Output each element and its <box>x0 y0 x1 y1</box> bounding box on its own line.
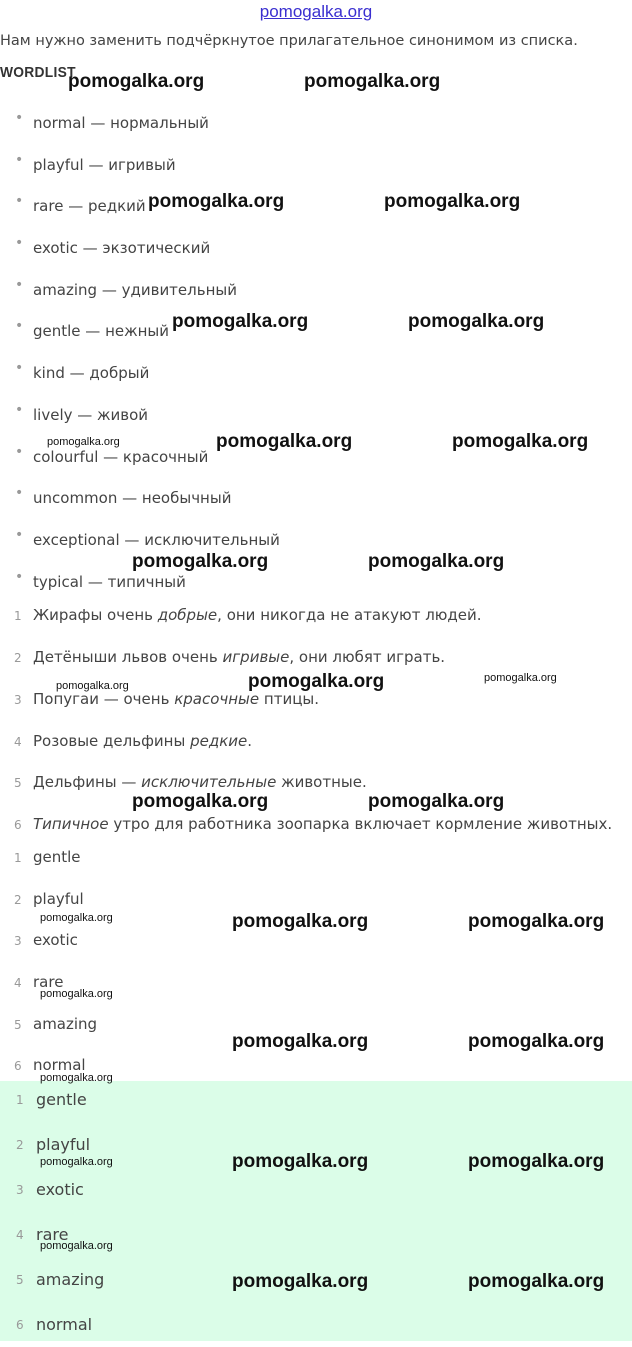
highlighted-adjective: Типичное <box>33 815 109 833</box>
bullet-icon: • <box>15 151 24 168</box>
highlighted-adjective: красочные <box>174 690 260 708</box>
sentence-text: Дельфины — исключительные животные. <box>33 773 367 791</box>
answer-number: 5 <box>16 1273 24 1287</box>
watermark: pomogalka.org <box>468 1271 605 1292</box>
wordlist-item-text: lively — живой <box>33 405 149 424</box>
bullet-icon: • <box>15 318 24 335</box>
watermark: pomogalka.org <box>172 311 309 332</box>
sentence-number: 2 <box>14 651 22 665</box>
sentence-number: 1 <box>14 609 22 623</box>
watermark: pomogalka.org <box>368 791 505 812</box>
highlighted-adjective: исключительные <box>141 773 277 791</box>
answer-text: playful <box>33 890 84 908</box>
wordlist-item <box>0 523 632 565</box>
watermark: pomogalka.org <box>368 551 505 572</box>
wordlist-item-text: uncommon — необычный <box>33 489 232 508</box>
wordlist-item-text: kind — добрый <box>33 364 150 383</box>
wordlist-item-text: normal — нормальный <box>33 114 209 132</box>
answer-text: exotic <box>33 931 78 949</box>
answer-row <box>0 1082 632 1122</box>
wordlist-item <box>0 356 632 398</box>
watermark: pomogalka.org <box>232 911 369 932</box>
sentence-text: Попугаи — очень красочные птицы. <box>33 690 320 708</box>
watermark: pomogalka.org <box>232 1151 369 1172</box>
bullet-icon: • <box>15 401 24 418</box>
answer-text: rare <box>36 1225 69 1244</box>
sentence-number: 3 <box>14 693 22 707</box>
highlighted-adjective: редкие <box>190 732 248 750</box>
watermark: pomogalka.org <box>40 912 113 924</box>
bullet-icon: • <box>15 276 24 293</box>
answer-text: normal <box>36 1315 93 1334</box>
answer-number: 1 <box>14 851 22 865</box>
wordlist <box>0 106 632 606</box>
answer-row <box>0 1307 632 1347</box>
watermark: pomogalka.org <box>40 1072 113 1084</box>
bullet-icon: • <box>15 193 24 210</box>
intro-text: Нам нужно заменить подчёркнутое прилагательное синонимом из списка. <box>0 33 578 49</box>
watermark: pomogalka.org <box>468 1151 605 1172</box>
watermark: pomogalka.org <box>468 1031 605 1052</box>
bullet-icon: • <box>15 360 24 377</box>
wordlist-item <box>0 189 632 231</box>
wordlist-item <box>0 481 632 523</box>
answer-text: rare <box>33 973 64 991</box>
site-link[interactable]: pomogalka.org <box>259 2 373 21</box>
answer-text: amazing <box>33 1015 98 1033</box>
watermark: pomogalka.org <box>468 911 605 932</box>
bullet-icon: • <box>15 443 24 460</box>
sentence-text: Жирафы очень добрые, они никогда не атакуют людей. <box>33 606 482 624</box>
bullet-icon: • <box>15 526 24 543</box>
bullet-icon: • <box>15 235 24 252</box>
watermark: pomogalka.org <box>132 791 269 812</box>
watermark: pomogalka.org <box>452 431 589 452</box>
watermark: pomogalka.org <box>56 680 129 692</box>
answer-number: 2 <box>14 893 22 907</box>
sentence-text: Типичное утро для работника зоопарка включает кормление животных. <box>33 815 613 833</box>
watermark: pomogalka.org <box>132 551 269 572</box>
wordlist-item-text: playful — игривый <box>33 155 176 174</box>
answer-number: 4 <box>16 1228 24 1242</box>
wordlist-item-text: gentle — нежный <box>33 322 170 341</box>
answer-number: 3 <box>14 934 22 948</box>
watermark: pomogalka.org <box>232 1031 369 1052</box>
watermark: pomogalka.org <box>304 71 441 92</box>
sentence-text: Розовые дельфины редкие. <box>33 732 253 750</box>
bullet-icon: • <box>15 110 24 126</box>
watermark: pomogalka.org <box>148 191 285 212</box>
wordlist-title: WORDLIST <box>0 64 76 81</box>
answer-text: gentle <box>36 1090 87 1109</box>
wordlist-item-text: amazing — удивительный <box>33 280 237 299</box>
watermark: pomogalka.org <box>40 1240 113 1252</box>
answer-row <box>0 840 632 880</box>
watermark: pomogalka.org <box>248 671 385 692</box>
answer-number: 1 <box>16 1093 24 1107</box>
answer-key-panel <box>0 1081 632 1341</box>
watermark: pomogalka.org <box>40 1156 113 1168</box>
wordlist-item-text: exceptional — исключительный <box>33 530 280 549</box>
answer-text: normal <box>33 1056 86 1074</box>
watermark: pomogalka.org <box>47 436 120 448</box>
sentence-number: 5 <box>14 776 22 790</box>
answer-text: exotic <box>36 1180 84 1199</box>
answer-number: 5 <box>14 1018 22 1032</box>
wordlist-item-text: rare — редкий <box>33 197 146 216</box>
answer-number: 4 <box>14 976 22 990</box>
wordlist-item-text: colourful — красочный <box>33 447 209 466</box>
sentence-number: 6 <box>14 818 22 832</box>
sentence-row <box>0 765 632 805</box>
wordlist-item <box>0 148 632 190</box>
bullet-icon: • <box>15 485 24 502</box>
sentence-number: 4 <box>14 735 22 749</box>
bullet-icon: • <box>15 568 24 585</box>
answer-number: 6 <box>14 1059 22 1073</box>
watermark: pomogalka.org <box>408 311 545 332</box>
sentence-row <box>0 724 632 764</box>
highlighted-adjective: игривые <box>222 648 290 666</box>
watermark: pomogalka.org <box>68 71 205 92</box>
watermark: pomogalka.org <box>40 988 113 1000</box>
answer-row <box>0 1172 632 1212</box>
wordlist-item-text: typical — типичный <box>33 572 186 591</box>
sentence-row <box>0 598 632 638</box>
answer-number: 6 <box>16 1318 24 1332</box>
wordlist-item <box>0 106 632 148</box>
wordlist-item <box>0 273 632 315</box>
answer-number: 3 <box>16 1183 24 1197</box>
highlighted-adjective: добрые <box>157 606 218 624</box>
wordlist-item-text: exotic — экзотический <box>33 239 211 258</box>
answer-text: playful <box>36 1135 91 1154</box>
answer-text: gentle <box>33 848 81 866</box>
answer-text: amazing <box>36 1270 105 1289</box>
watermark: pomogalka.org <box>216 431 353 452</box>
watermark: pomogalka.org <box>232 1271 369 1292</box>
watermark: pomogalka.org <box>384 191 521 212</box>
answer-number: 2 <box>16 1138 24 1152</box>
watermark: pomogalka.org <box>484 672 557 684</box>
wordlist-item <box>0 231 632 273</box>
sentence-text: Детёныши львов очень игривые, они любят играть. <box>33 648 446 666</box>
